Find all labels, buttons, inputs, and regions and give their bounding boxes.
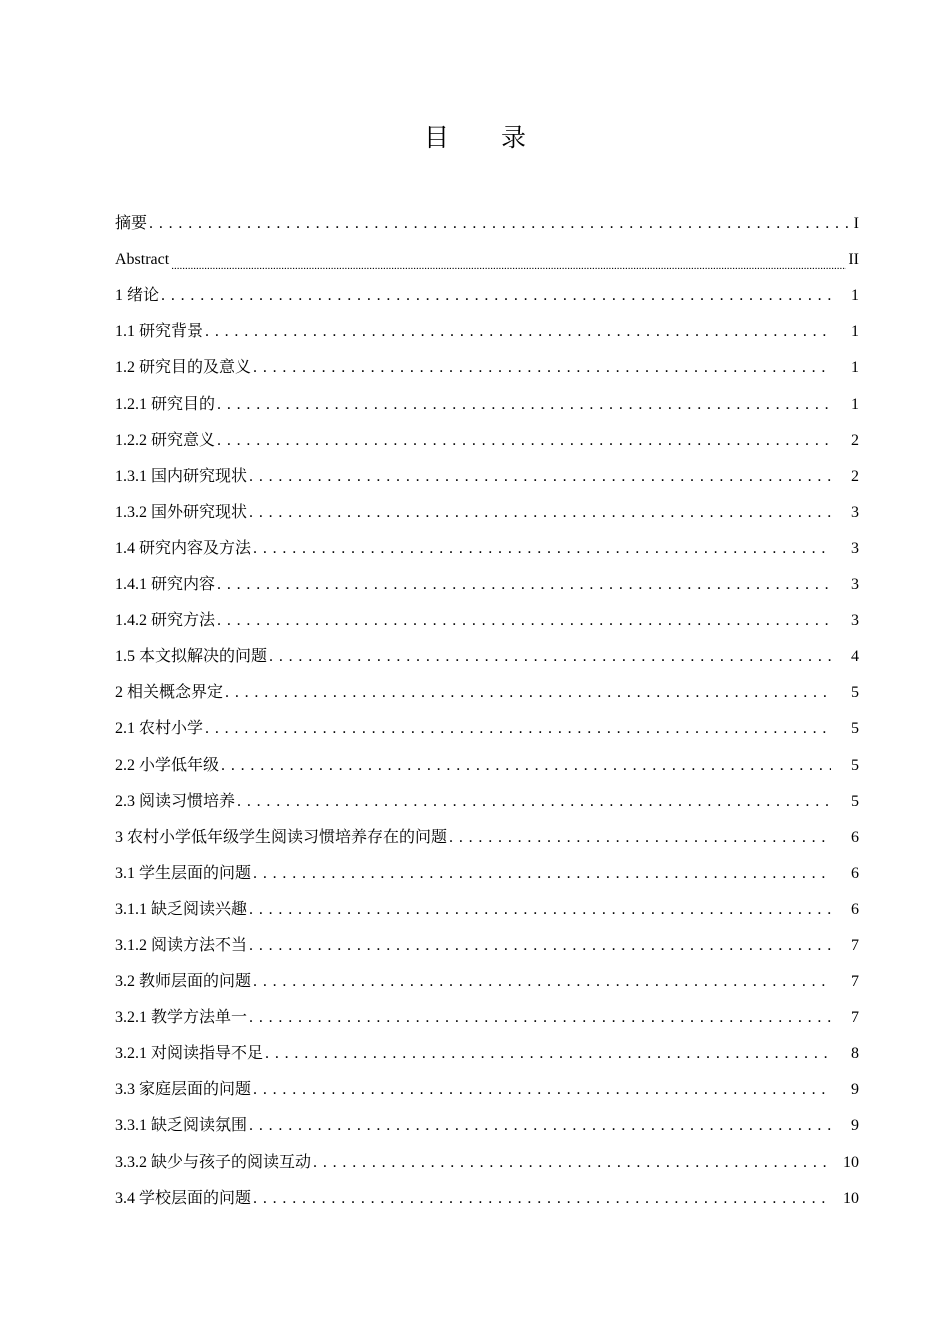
dot-leader <box>249 1008 831 1028</box>
toc-entry[interactable] <box>115 776 859 812</box>
toc-entry-page: 5 <box>851 720 859 738</box>
toc-entry[interactable] <box>115 378 859 414</box>
toc-entry[interactable] <box>115 451 859 487</box>
dot-leader <box>205 719 831 739</box>
dot-leader <box>249 503 831 523</box>
toc-entry-page: 3 <box>851 576 859 594</box>
toc-entry[interactable] <box>115 559 859 595</box>
toc-entry-label: 3.3.2 缺少与孩子的阅读互动 <box>115 1153 312 1171</box>
dot-leader <box>249 936 831 956</box>
dot-leader <box>217 395 831 415</box>
toc-entry-page: 7 <box>851 973 859 991</box>
dot-leader <box>161 286 831 306</box>
toc-entry-page: I <box>853 215 859 233</box>
toc-entry-page: 9 <box>851 1117 859 1135</box>
toc-entry[interactable] <box>115 667 859 703</box>
toc-entry[interactable] <box>115 884 859 920</box>
dot-leader <box>205 322 831 342</box>
toc-entry[interactable] <box>115 812 859 848</box>
toc-entry-page: 1 <box>851 287 859 305</box>
toc-entry-page: 5 <box>851 756 859 774</box>
toc-entry[interactable] <box>115 631 859 667</box>
toc-entry[interactable] <box>115 270 859 306</box>
toc-entry-label: 摘要 <box>115 215 148 233</box>
toc-entry-label: 3.1 学生层面的问题 <box>115 864 252 882</box>
toc-entry-page: 6 <box>851 900 859 918</box>
dot-leader <box>149 214 852 234</box>
toc-entry-label: 2.2 小学低年级 <box>115 756 220 774</box>
toc-entry-page: 5 <box>851 684 859 702</box>
toc-entry[interactable] <box>115 595 859 631</box>
toc-entry-page: 6 <box>851 828 859 846</box>
toc-entry-page: 7 <box>851 936 859 954</box>
toc-entry[interactable] <box>115 198 859 234</box>
toc-entry-label: 3.3 家庭层面的问题 <box>115 1081 252 1099</box>
toc-entry[interactable] <box>115 342 859 378</box>
dot-leader <box>221 756 831 776</box>
toc-entry-page: 2 <box>851 431 859 449</box>
toc-entry-page: 3 <box>851 612 859 630</box>
toc-entry-page: 1 <box>851 323 859 341</box>
toc-entry[interactable] <box>115 1064 859 1100</box>
toc-entry-page: 3 <box>851 503 859 521</box>
toc-entry-page: 4 <box>851 648 859 666</box>
toc-entry-label: 1.2.1 研究目的 <box>115 395 216 413</box>
toc-entry[interactable] <box>115 739 859 775</box>
toc-entry-label: 2.3 阅读习惯培养 <box>115 792 236 810</box>
toc-entry-label: 1.2 研究目的及意义 <box>115 359 252 377</box>
toc-entry[interactable] <box>115 523 859 559</box>
toc-entry-page: 1 <box>851 359 859 377</box>
dot-leader <box>253 1080 831 1100</box>
toc-title: 目 录 <box>424 123 548 152</box>
toc-entry-label: 1.4 研究内容及方法 <box>115 539 252 557</box>
toc-entry-label: 1.4.1 研究内容 <box>115 576 216 594</box>
dot-leader <box>253 358 831 378</box>
toc-entry-label: 3.3.1 缺乏阅读氛围 <box>115 1117 248 1135</box>
toc-entry-page: 10 <box>843 1153 859 1171</box>
toc-entry-page: 5 <box>851 792 859 810</box>
toc-entry-page: 3 <box>851 539 859 557</box>
toc-entry[interactable] <box>115 992 859 1028</box>
dot-leader <box>249 900 831 920</box>
dot-leader <box>269 647 831 667</box>
toc-entry-label: 1.3.1 国内研究现状 <box>115 467 248 485</box>
toc-entry[interactable] <box>115 415 859 451</box>
toc-entry-label: 3 农村小学低年级学生阅读习惯培养存在的问题 <box>115 828 448 846</box>
dot-leader <box>253 972 831 992</box>
table-of-contents <box>115 198 859 1209</box>
toc-entry[interactable] <box>115 1100 859 1136</box>
toc-entry[interactable] <box>115 234 859 270</box>
toc-entry-page: 2 <box>851 467 859 485</box>
toc-entry-page: 6 <box>851 864 859 882</box>
dot-leader <box>253 864 831 884</box>
toc-entry[interactable] <box>115 1028 859 1064</box>
toc-entry[interactable] <box>115 1173 859 1209</box>
toc-entry[interactable] <box>115 848 859 884</box>
toc-entry-page: 7 <box>851 1009 859 1027</box>
toc-entry[interactable] <box>115 306 859 342</box>
toc-entry-label: 3.4 学校层面的问题 <box>115 1189 252 1207</box>
toc-entry-label: 3.2.1 教学方法单一 <box>115 1009 248 1027</box>
toc-entry-page: 9 <box>851 1081 859 1099</box>
dot-leader <box>249 467 831 487</box>
toc-entry-label: 1.1 研究背景 <box>115 323 204 341</box>
toc-entry-label: 2 相关概念界定 <box>115 684 224 702</box>
toc-entry-label: 3.1.1 缺乏阅读兴趣 <box>115 900 248 918</box>
toc-entry-label: 1 绪论 <box>115 287 160 305</box>
toc-entry-label: 3.1.2 阅读方法不当 <box>115 936 248 954</box>
dot-leader <box>217 431 831 451</box>
dot-leader <box>253 1189 831 1209</box>
dot-leader <box>249 1116 831 1136</box>
toc-entry[interactable] <box>115 703 859 739</box>
toc-entry-page: 8 <box>851 1045 859 1063</box>
toc-entry[interactable] <box>115 920 859 956</box>
dot-leader <box>217 611 831 631</box>
toc-entry-label: 2.1 农村小学 <box>115 720 204 738</box>
toc-entry-label: 1.3.2 国外研究现状 <box>115 503 248 521</box>
toc-entry-page: II <box>848 251 859 269</box>
dot-leader <box>265 1044 831 1064</box>
toc-entry-label: 3.2.1 对阅读指导不足 <box>115 1045 264 1063</box>
toc-entry-page: 10 <box>843 1189 859 1207</box>
toc-entry-label: 1.4.2 研究方法 <box>115 612 216 630</box>
dot-leader <box>217 575 831 595</box>
toc-entry-label: 3.2 教师层面的问题 <box>115 973 252 991</box>
dot-leader <box>253 539 831 559</box>
toc-entry-label: 1.2.2 研究意义 <box>115 431 216 449</box>
dot-leader <box>313 1153 831 1173</box>
toc-entry[interactable] <box>115 1136 859 1172</box>
dot-leader <box>171 250 846 270</box>
dot-leader <box>225 683 831 703</box>
dot-leader <box>449 828 831 848</box>
toc-entry-label: 1.5 本文拟解决的问题 <box>115 648 268 666</box>
dot-leader <box>237 792 831 812</box>
toc-entry-page: 1 <box>851 395 859 413</box>
toc-entry[interactable] <box>115 956 859 992</box>
toc-entry[interactable] <box>115 487 859 523</box>
toc-entry-label: Abstract <box>115 251 170 269</box>
